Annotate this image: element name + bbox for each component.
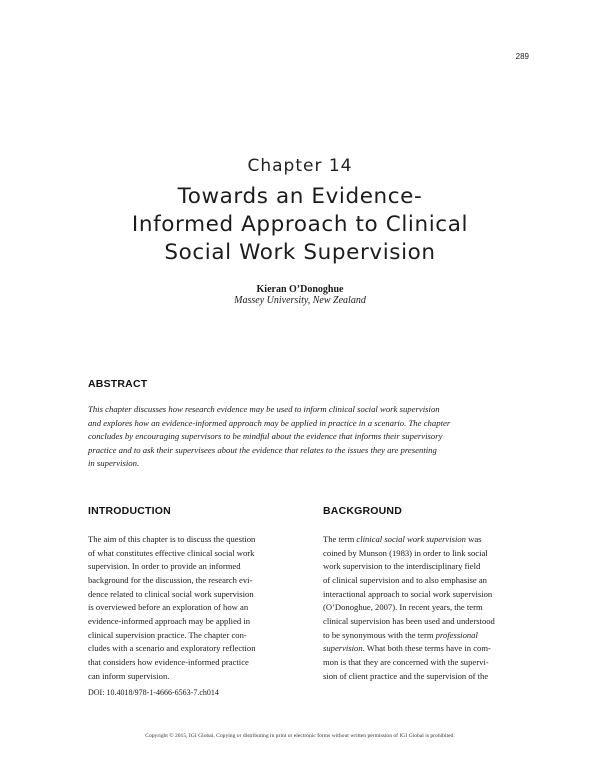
page-number: 289 bbox=[515, 52, 529, 61]
introduction-text bbox=[88, 533, 300, 683]
background-line: mon is that they are concerned with the supervi- bbox=[323, 656, 489, 667]
doi: DOI: 10.4018/978-1-4666-6563-7.ch014 bbox=[88, 688, 219, 697]
title-line: Informed Approach to Clinical bbox=[131, 212, 469, 237]
background-line: coined by Munson (1983) in order to link social bbox=[323, 547, 488, 558]
background-line: to be synonymous with the term professional bbox=[323, 629, 478, 640]
abstract-line: in supervision. bbox=[88, 458, 140, 469]
abstract-text bbox=[88, 403, 514, 471]
introduction-line: evidence-informed approach may be applied in bbox=[88, 615, 251, 626]
author-name: Kieran O’Donoghue bbox=[256, 284, 344, 295]
chapter-label: Chapter 14 bbox=[247, 156, 353, 176]
chapter-title bbox=[60, 183, 540, 267]
introduction-line: The aim of this chapter is to discuss the question bbox=[88, 534, 256, 544]
abstract-line: concludes by encouraging supervisors to be mindful about the evidence that informs their supervisory bbox=[88, 431, 443, 442]
background-line: work supervision to the interdisciplinary field bbox=[323, 561, 481, 572]
title-line: Social Work Supervision bbox=[164, 240, 436, 265]
introduction-line: that considers how evidence-informed practice bbox=[88, 656, 249, 667]
introduction-heading: INTRODUCTION bbox=[88, 505, 171, 517]
introduction-line: cludes with a scenario and exploratory reflection bbox=[88, 643, 256, 654]
introduction-line: background for the discussion, the research evi- bbox=[88, 574, 253, 585]
copyright-notice: Copyright © 2015, IGI Global. Copying or distributing in print or electronic forms without written permission of IGI Global is prohibited. bbox=[145, 733, 455, 739]
background-text bbox=[323, 533, 535, 683]
background-line: clinical supervision has been used and understood bbox=[323, 615, 495, 626]
introduction-line: clinical supervision practice. The chapter con- bbox=[88, 629, 247, 640]
introduction-line: can inform supervision. bbox=[88, 670, 170, 681]
background-line: supervision. What both these terms have in com- bbox=[323, 643, 491, 654]
background-line: of clinical supervision and to also emphasise an bbox=[323, 574, 487, 585]
introduction-line: is overviewed before an exploration of how an bbox=[88, 602, 249, 613]
abstract-line: practice and to ask their supervisees about the evidence that relates to the issues they are presenting bbox=[88, 444, 437, 455]
abstract-heading: ABSTRACT bbox=[88, 378, 148, 390]
author-affiliation: Massey University, New Zealand bbox=[234, 295, 366, 306]
introduction-line: dence related to clinical social work supervision bbox=[88, 588, 254, 599]
background-line: (O’Donoghue, 2007). In recent years, the term bbox=[323, 602, 483, 613]
background-line: interactional approach to social work supervision bbox=[323, 588, 493, 599]
abstract-line: This chapter discusses how research evidence may be used to inform clinical social work supervision bbox=[88, 404, 440, 414]
title-line: Towards an Evidence- bbox=[177, 184, 423, 209]
background-line: sion of client practice and the supervision of the bbox=[323, 670, 489, 681]
background-line: The term clinical social work supervision was bbox=[323, 534, 482, 544]
introduction-line: supervision. In order to provide an informed bbox=[88, 561, 241, 572]
abstract-line: and explores how an evidence-informed approach may be applied in practice in a scenario. The chapter bbox=[88, 417, 451, 428]
introduction-line: of what constitutes effective clinical social work bbox=[88, 547, 255, 558]
background-heading: BACKGROUND bbox=[323, 505, 402, 517]
